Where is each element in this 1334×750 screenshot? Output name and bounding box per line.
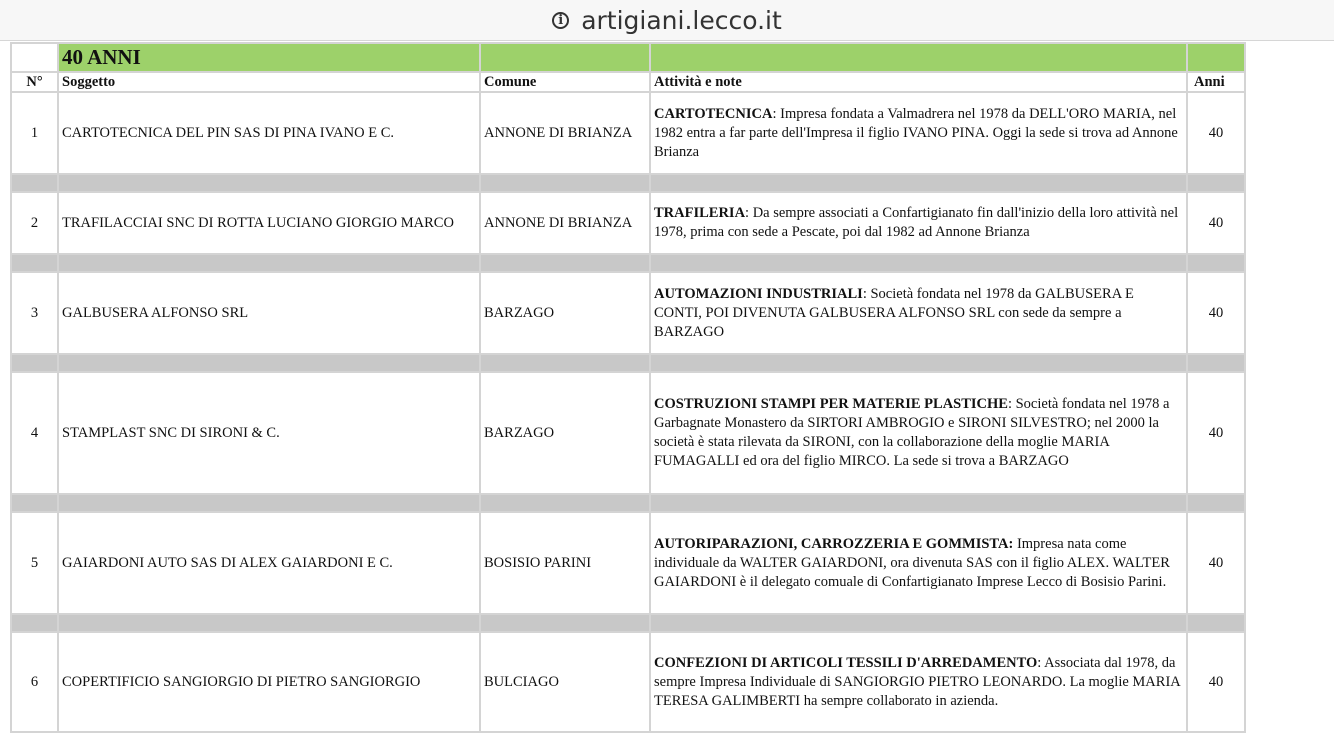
header-comune: Comune bbox=[480, 72, 650, 92]
header-anni: Anni bbox=[1187, 72, 1245, 92]
separator-cell bbox=[11, 354, 58, 372]
activity-note: : Società fondata nel 1978 da GALBUSERA E CONTI, POI DIVENUTA GALBUSERA ALFONSO SRL con sede da sempre a BARZAGO bbox=[654, 285, 1134, 340]
separator-row bbox=[11, 254, 1245, 272]
separator-cell bbox=[58, 254, 480, 272]
comune-cell: BARZAGO bbox=[480, 372, 650, 494]
table-row bbox=[11, 272, 1245, 354]
anni-cell: 40 bbox=[1187, 632, 1245, 732]
title-fill-cell bbox=[480, 43, 650, 72]
soggetto-cell: TRAFILACCIAI SNC DI ROTTA LUCIANO GIORGIO MARCO bbox=[58, 192, 480, 254]
separator-cell bbox=[650, 494, 1187, 512]
browser-address-bar[interactable] bbox=[0, 0, 1334, 41]
section-title-row bbox=[11, 43, 1245, 72]
attivita-cell bbox=[650, 272, 1187, 354]
comune-cell: ANNONE DI BRIANZA bbox=[480, 192, 650, 254]
separator-cell bbox=[480, 254, 650, 272]
separator-cell bbox=[650, 254, 1187, 272]
anni-cell: 40 bbox=[1187, 92, 1245, 174]
separator-cell bbox=[58, 494, 480, 512]
table-row bbox=[11, 512, 1245, 614]
activity-type: CARTOTECNICA bbox=[654, 105, 773, 122]
separator-cell bbox=[1187, 174, 1245, 192]
header-soggetto: Soggetto bbox=[58, 72, 480, 92]
anni-cell: 40 bbox=[1187, 512, 1245, 614]
row-number: 2 bbox=[11, 192, 58, 254]
activity-type: CONFEZIONI DI ARTICOLI TESSILI D'ARREDAMENTO bbox=[654, 654, 1038, 671]
separator-cell bbox=[480, 354, 650, 372]
separator-cell bbox=[11, 174, 58, 192]
separator-cell bbox=[58, 614, 480, 632]
header-attivita: Attività e note bbox=[650, 72, 1187, 92]
anni-cell: 40 bbox=[1187, 192, 1245, 254]
comune-cell: BARZAGO bbox=[480, 272, 650, 354]
separator-row bbox=[11, 494, 1245, 512]
table-row bbox=[11, 192, 1245, 254]
title-fill-cell bbox=[1187, 43, 1245, 72]
separator-cell bbox=[1187, 254, 1245, 272]
comune-cell: ANNONE DI BRIANZA bbox=[480, 92, 650, 174]
activity-type: TRAFILERIA bbox=[654, 205, 746, 221]
row-number: 1 bbox=[11, 92, 58, 174]
separator-row bbox=[11, 614, 1245, 632]
row-number: 3 bbox=[11, 272, 58, 354]
anni-cell: 40 bbox=[1187, 372, 1245, 494]
row-number: 6 bbox=[11, 632, 58, 732]
separator-cell bbox=[1187, 614, 1245, 632]
table-row bbox=[11, 372, 1245, 494]
comune-cell: BULCIAGO bbox=[480, 632, 650, 732]
row-number: 5 bbox=[11, 512, 58, 614]
separator-cell bbox=[1187, 354, 1245, 372]
separator-cell bbox=[58, 354, 480, 372]
activity-note: : Associata dal 1978, da sempre Impresa Individuale di SANGIORGIO PIETRO LEONARDO. La moglie MARIA TERESA GALIMBERTI ha sempre collaborato in azienda. bbox=[654, 654, 1180, 709]
separator-cell bbox=[650, 174, 1187, 192]
comune-cell: BOSISIO PARINI bbox=[480, 512, 650, 614]
table-row bbox=[11, 92, 1245, 174]
header-row bbox=[11, 72, 1245, 92]
separator-cell bbox=[650, 354, 1187, 372]
separator-cell bbox=[58, 174, 480, 192]
separator-cell bbox=[650, 614, 1187, 632]
separator-cell bbox=[11, 494, 58, 512]
separator-cell bbox=[11, 254, 58, 272]
site-host: artigiani.lecco.it bbox=[581, 5, 782, 35]
soggetto-cell: GAIARDONI AUTO SAS DI ALEX GAIARDONI E C. bbox=[58, 512, 480, 614]
title-empty-cell bbox=[11, 43, 58, 72]
activity-type: AUTOMAZIONI INDUSTRIALI bbox=[654, 285, 863, 302]
activity-note: : Impresa fondata a Valmadrera nel 1978 da DELL'ORO MARIA, nel 1982 entra a far parte dell'Impresa il figlio IVANO PINA. Oggi la sede si trova ad Annone Brianza bbox=[654, 105, 1178, 160]
anni-cell: 40 bbox=[1187, 272, 1245, 354]
activity-type: AUTORIPARAZIONI, CARROZZERIA E GOMMISTA: bbox=[654, 535, 1014, 552]
separator-cell bbox=[480, 494, 650, 512]
activity-type: COSTRUZIONI STAMPI PER MATERIE PLASTICHE bbox=[654, 396, 1008, 412]
anniversary-table bbox=[10, 42, 1246, 733]
separator-cell bbox=[11, 614, 58, 632]
separator-row bbox=[11, 174, 1245, 192]
attivita-cell bbox=[650, 372, 1187, 494]
header-n: N° bbox=[11, 72, 58, 92]
attivita-cell bbox=[650, 192, 1187, 254]
separator-cell bbox=[1187, 494, 1245, 512]
separator-row bbox=[11, 354, 1245, 372]
table-row bbox=[11, 632, 1245, 732]
info-circle-icon[interactable]: i bbox=[552, 12, 569, 29]
section-title: 40 ANNI bbox=[58, 43, 480, 72]
soggetto-cell: GALBUSERA ALFONSO SRL bbox=[58, 272, 480, 354]
activity-note: Impresa nata come individuale da WALTER GAIARDONI, ora divenuta SAS con il figlio ALEX. WALTER GAIARDONI è il delegato comuale di Confartigianato Imprese Lecco di Bosisio Parini. bbox=[654, 535, 1170, 590]
activity-note: : Società fondata nel 1978 a Garbagnate Monastero da SIRTORI AMBROGIO e SIRONI SILVESTRO; nel 2000 la società è stata rilevata da SIRONI, con la collaborazione della moglie MARIA FUMAGALLI ed ora del figlio MIRCO. La sede si trova a BARZAGO bbox=[654, 396, 1170, 469]
separator-cell bbox=[480, 614, 650, 632]
soggetto-cell: CARTOTECNICA DEL PIN SAS DI PINA IVANO E C. bbox=[58, 92, 480, 174]
activity-note: : Da sempre associati a Confartigianato fin dall'inizio della loro attività nel 1978, prima con sede a Pescate, poi dal 1982 ad Annone Brianza bbox=[654, 205, 1179, 240]
soggetto-cell: COPERTIFICIO SANGIORGIO DI PIETRO SANGIORGIO bbox=[58, 632, 480, 732]
title-fill-cell bbox=[650, 43, 1187, 72]
soggetto-cell: STAMPLAST SNC DI SIRONI & C. bbox=[58, 372, 480, 494]
row-number: 4 bbox=[11, 372, 58, 494]
attivita-cell bbox=[650, 632, 1187, 732]
attivita-cell bbox=[650, 512, 1187, 614]
separator-cell bbox=[480, 174, 650, 192]
attivita-cell bbox=[650, 92, 1187, 174]
